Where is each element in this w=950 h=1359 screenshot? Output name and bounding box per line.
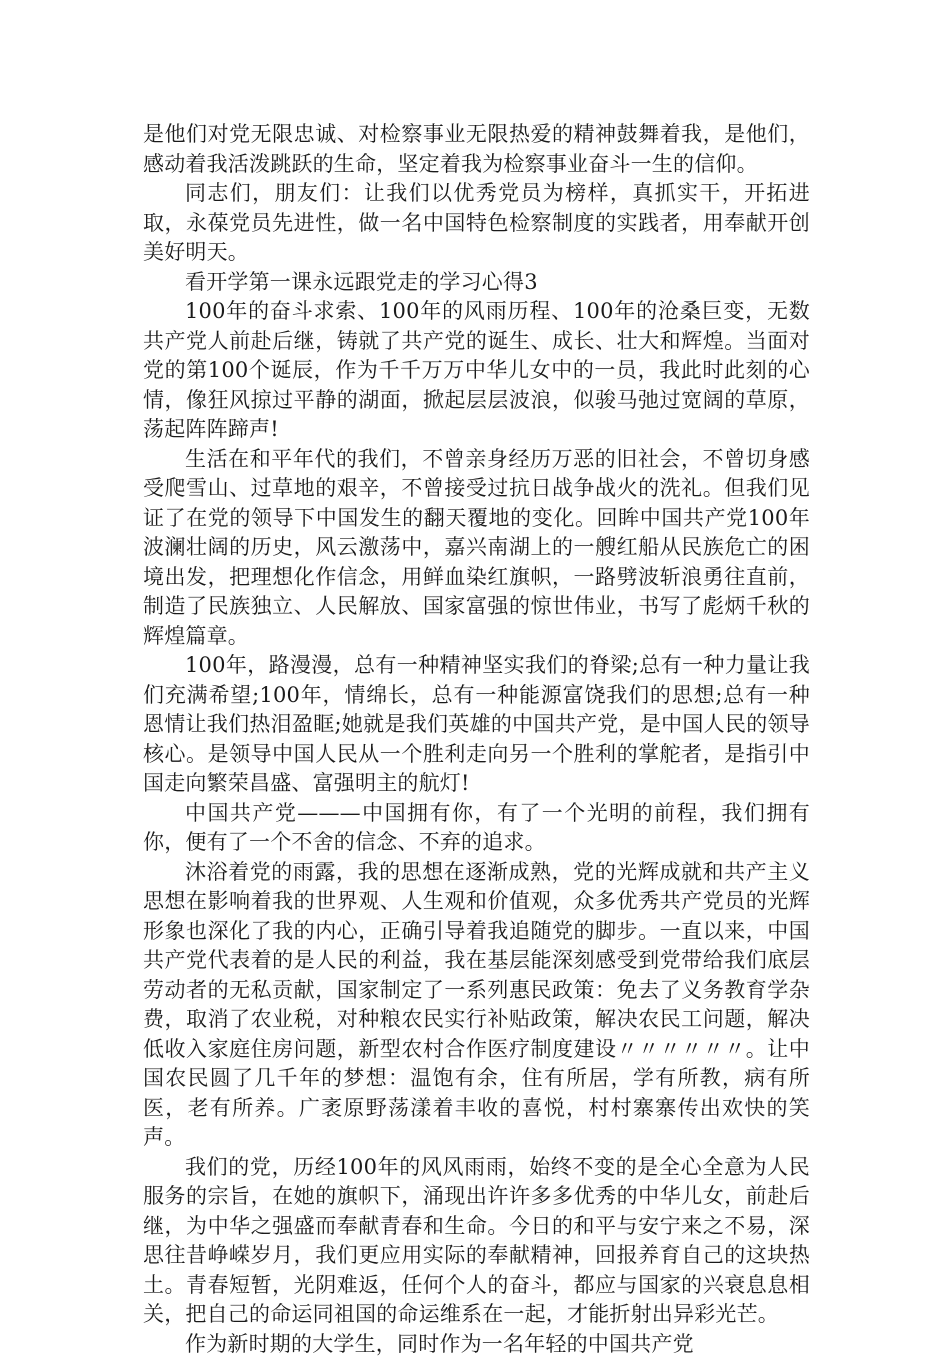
paragraph-2: 同志们，朋友们：让我们以优秀党员为榜样，真抓实干，开拓进取，永葆党员先进性，做一名中国特色检察制度的实践者，用奉献开创美好明天。 xyxy=(143,179,810,268)
document-body xyxy=(143,120,810,1359)
paragraph-7: 沐浴着党的雨露，我的思想在逐渐成熟，党的光辉成就和共产主义思想在影响着我的世界观、人生观和价值观，众多优秀共产党员的光辉形象也深化了我的内心，正确引导着我追随党的脚步。一直以来，中国共产党代表着的是人民的利益，我在基层能深刻感受到党带给我们底层劳动者的无私贡献，国家制定了一系列惠民政策：免去了义务教育学杂费，取消了农业税，对种粮农民实行补贴政策，解决农民工问题，解决低收入家庭住房问题，新型农村合作医疗制度建设〃〃〃〃〃〃。让中国农民圆了几千年的梦想：温饱有余，住有所居，学有所教，病有所医，老有所养。广袤原野荡漾着丰收的喜悦，村村寨寨传出欢快的笑声。 xyxy=(143,858,810,1153)
paragraph-4: 生活在和平年代的我们，不曾亲身经历万恶的旧社会，不曾切身感受爬雪山、过草地的艰辛，不曾接受过抗日战争战火的洗礼。但我们见证了在党的领导下中国发生的翻天覆地的变化。回眸中国共产党100年波澜壮阔的历史，风云激荡中，嘉兴南湖上的一艘红船从民族危亡的困境出发，把理想化作信念，用鲜血染红旗帜，一路劈波斩浪勇往直前，制造了民族独立、人民解放、国家富强的惊世伟业，书写了彪炳千秋的辉煌篇章。 xyxy=(143,445,810,652)
paragraph-8: 我们的党，历经100年的风风雨雨，始终不变的是全心全意为人民服务的宗旨，在她的旗帜下，涌现出许许多多优秀的中华儿女，前赴后继，为中华之强盛而奉献青春和生命。今日的和平与安宁来之不易，深思往昔峥嵘岁月，我们更应用实际的奉献精神，回报养育自己的这块热土。青春短暂，光阴难返，任何个人的奋斗，都应与国家的兴衰息息相关，把自己的命运同祖国的命运维系在一起，才能折射出异彩光芒。 xyxy=(143,1153,810,1330)
paragraph-5: 100年，路漫漫，总有一种精神坚实我们的脊梁;总有一种力量让我们充满希望;100年，情绵长，总有一种能源富饶我们的思想;总有一种恩情让我们热泪盈眶;她就是我们英雄的中国共产党，是中国人民的领导核心。是领导中国人民从一个胜利走向另一个胜利的掌舵者，是指引中国走向繁荣昌盛、富强明主的航灯! xyxy=(143,651,810,799)
section-heading: 看开学第一课永远跟党走的学习心得3 xyxy=(143,268,810,298)
paragraph-1: 是他们对党无限忠诚、对检察事业无限热爱的精神鼓舞着我，是他们，感动着我活泼跳跃的生命，坚定着我为检察事业奋斗一生的信仰。 xyxy=(143,120,810,179)
paragraph-9: 作为新时期的大学生，同时作为一名年轻的中国共产党 xyxy=(143,1330,810,1359)
paragraph-6: 中国共产党———中国拥有你，有了一个光明的前程，我们拥有你，便有了一个不舍的信念、不弃的追求。 xyxy=(143,799,810,858)
paragraph-3: 100年的奋斗求索、100年的风雨历程、100年的沧桑巨变，无数共产党人前赴后继，铸就了共产党的诞生、成长、壮大和辉煌。当面对党的第100个诞辰，作为千千万万中华儿女中的一员，我此时此刻的心情，像狂风掠过平静的湖面，掀起层层波浪，似骏马弛过宽阔的草原，荡起阵阵蹄声! xyxy=(143,297,810,445)
